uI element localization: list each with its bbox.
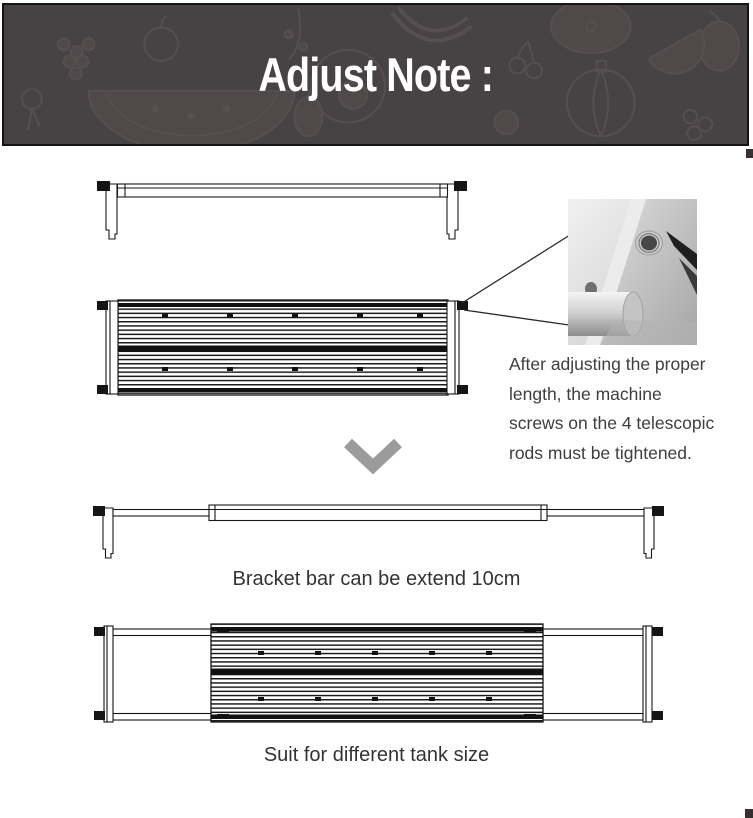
caption-bracket-extend: Bracket bar can be extend 10cm [232, 568, 521, 590]
caption-tank-size: Suit for different tank size [263, 744, 490, 766]
note-line: screws on the 4 telescopic [509, 413, 715, 433]
note-line: rods must be tightened. [509, 442, 692, 463]
adjust-note-text [509, 350, 714, 468]
extended-bracket-drawing [93, 505, 664, 558]
chevron-down-icon [348, 443, 398, 467]
page-title: Adjust Note : [258, 48, 493, 101]
callout-lines [462, 235, 570, 325]
screw-closeup-photo [560, 199, 697, 345]
note-line: length, the machine [509, 383, 662, 404]
extended-light-drawing [94, 624, 663, 722]
collapsed-bracket-drawing [97, 181, 467, 239]
mounted-light-drawing [97, 300, 468, 395]
note-line: After adjusting the proper [509, 354, 706, 374]
adjacent-section-artifact [745, 149, 753, 818]
